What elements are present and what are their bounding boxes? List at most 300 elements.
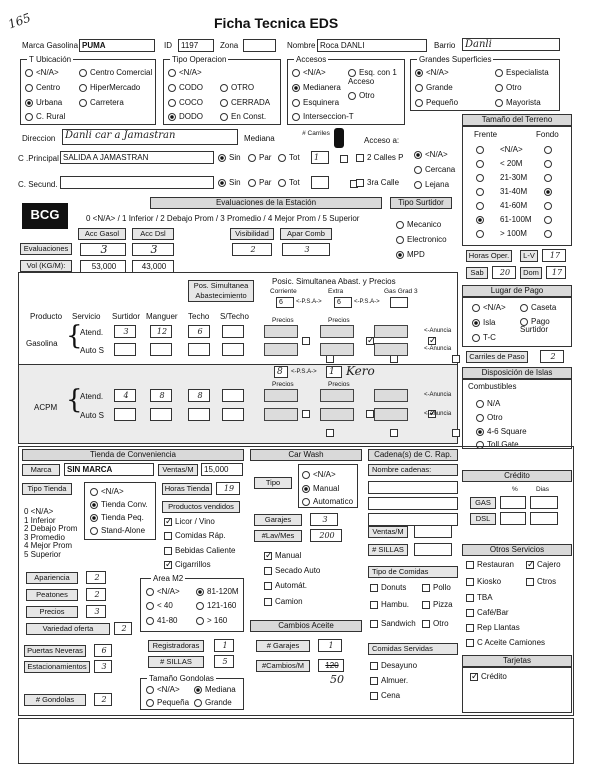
islas-option[interactable]: Toll Gate [476, 440, 519, 449]
frente-radio[interactable] [476, 188, 484, 196]
price-field[interactable] [264, 325, 298, 338]
price-field[interactable] [320, 389, 354, 402]
servicio-option[interactable]: ✓ Cajero [526, 560, 561, 569]
price-field[interactable] [320, 408, 354, 421]
gondolas-title: Tamaño Gondolas [149, 674, 214, 683]
ubicacion-option[interactable]: Centro [25, 83, 60, 92]
eval-gasol-field[interactable]: 3 [80, 243, 126, 256]
radio-icon [220, 99, 228, 107]
secund-tot[interactable]: Tot [278, 178, 300, 187]
tienda-sillas-label: # SILLAS [148, 656, 204, 668]
radio-icon [472, 334, 480, 342]
tienda-marca-label: Marca [22, 464, 60, 476]
kero-note: Kero [346, 364, 375, 378]
credito-dias-label: Dias [536, 486, 550, 493]
variedad-field[interactable]: 2 [114, 622, 132, 635]
acc-dsl-button[interactable]: Acc Dsl [132, 228, 174, 240]
radio-icon [168, 69, 176, 77]
checkbox[interactable] [326, 429, 334, 437]
horas-tienda-field[interactable]: 19 [216, 482, 240, 495]
price-field[interactable] [264, 389, 298, 402]
radio-icon [79, 84, 87, 92]
surtidor-field[interactable]: 3 [114, 325, 136, 338]
ubicacion-option[interactable]: Centro Comercial [79, 68, 152, 77]
radio-icon [414, 181, 422, 189]
frente-radio[interactable] [476, 160, 484, 168]
checkbox-icon [526, 578, 534, 586]
direccion-label: Direccion [22, 134, 56, 143]
fondo-radio[interactable] [544, 216, 552, 224]
fondo-radio[interactable] [544, 188, 552, 196]
cambios-old-field[interactable]: 120 [318, 659, 344, 672]
tienda-scale: 0 <N/A> 1 Inferior 2 Debajo Prom 3 Promedio 4 Mejor Prom 5 Superior [24, 507, 78, 559]
cambios-label: #Cambios/M [256, 660, 310, 672]
fondo-label: Fondo [536, 130, 559, 139]
tienda-sillas-field[interactable]: 5 [214, 655, 234, 668]
accesos-option[interactable]: Interseccion-T [292, 112, 354, 121]
pago-option[interactable]: Caseta [520, 303, 556, 312]
atend-label: Atend. [80, 328, 104, 337]
nombre-field[interactable]: Roca DANLI [317, 39, 427, 52]
carwash-option[interactable]: <N/A> [302, 470, 336, 479]
credito-gas-pct[interactable] [500, 496, 526, 509]
ubicacion-option[interactable]: Carretera [79, 98, 124, 107]
ubicacion-option[interactable]: <N/A> [25, 68, 59, 77]
islas-option[interactable]: N/A [476, 399, 500, 408]
radio-icon [348, 92, 356, 100]
extra-psa-field[interactable]: 6 [334, 297, 352, 308]
aceite-garajes-field[interactable]: 1 [318, 639, 342, 652]
comida-option[interactable]: Sandwich [370, 619, 416, 628]
cadena-sillas-label: # SILLAS [368, 544, 408, 556]
accesos-option[interactable]: Medianera [292, 83, 341, 92]
comida-option[interactable]: Hambu. [370, 600, 409, 609]
vol-gasol-field[interactable]: 53,000 [80, 260, 126, 273]
evaluaciones-scale: 0 <N/A> / 1 Inferior / 2 Debajo Prom / 3 Promedio / 4 Mejor Prom / 5 Superior [86, 214, 360, 223]
marca-label: Marca Gasolina [22, 41, 79, 50]
cambios-value: 50 [330, 673, 344, 686]
price-field[interactable] [374, 389, 408, 402]
variedad-label: Variedad oferta [26, 623, 110, 635]
checkbox[interactable] [390, 355, 398, 363]
radio-icon [90, 527, 98, 535]
ubicacion-option[interactable]: Urbana [25, 98, 62, 107]
credito-title: Crédito [462, 470, 572, 482]
barrio-field[interactable]: Danli [462, 38, 560, 51]
price-field[interactable] [374, 325, 408, 338]
comida-option[interactable]: Pollo [422, 583, 451, 592]
accesos-option[interactable]: Esq. con 1 Acceso [348, 68, 397, 86]
price-field[interactable] [374, 408, 408, 421]
stecho-field[interactable] [222, 408, 244, 421]
surtidor-option[interactable]: MPD [396, 250, 425, 259]
secund-carriles[interactable] [311, 176, 329, 189]
frente-radio[interactable] [476, 202, 484, 210]
frente-radio[interactable] [476, 174, 484, 182]
eval-dsl-field[interactable]: 3 [132, 243, 174, 256]
producto-option[interactable]: Bebidas Caliente [164, 546, 235, 555]
terreno-row-label: 21-30M [500, 173, 528, 182]
credito-gas-dias[interactable] [530, 496, 558, 509]
dom-field[interactable]: 17 [546, 266, 566, 279]
gas-grad3-label: Gas Grad 3 [384, 288, 418, 295]
operacion-option[interactable]: CERRADA [220, 98, 270, 107]
credito-dsl-label: DSL [470, 513, 496, 525]
vol-dsl-field[interactable]: 43,000 [132, 260, 174, 273]
secund-par[interactable]: Par [248, 178, 271, 187]
lv-field[interactable]: 17 [542, 249, 566, 262]
checkbox[interactable] [340, 155, 348, 163]
sab-field[interactable]: 20 [492, 266, 516, 279]
operacion-option[interactable]: COCO [168, 98, 203, 107]
accesos-group [287, 55, 405, 125]
checkbox-checked-icon [526, 561, 534, 569]
techo-field[interactable] [188, 343, 210, 356]
visibilidad-button[interactable]: Visibilidad [230, 228, 274, 240]
checkbox-icon [466, 639, 474, 647]
precios-field[interactable]: 3 [86, 605, 106, 618]
direccion-field[interactable]: Danli car a Jamastran [62, 129, 238, 145]
apariencia-field[interactable]: 2 [86, 571, 106, 584]
carwash-check[interactable]: Camion [264, 597, 303, 606]
producto-option[interactable]: Comidas Ráp. [164, 531, 226, 540]
pos-simultanea-button[interactable]: Pos. Simultanea Abastecimiento [188, 280, 254, 302]
sab-label: Sab [466, 267, 488, 279]
producto-option[interactable]: ✓Licor / Vino [164, 517, 215, 526]
surtidor-option[interactable]: Mecanico [396, 220, 441, 229]
checkbox-icon [422, 584, 430, 592]
price-field[interactable] [320, 325, 354, 338]
area-option[interactable]: <N/A> [146, 587, 180, 596]
radio-icon [90, 488, 98, 496]
radio-icon [476, 414, 484, 422]
col-surtidor: Surtidor [112, 312, 141, 321]
tarjetas-title: Tarjetas [462, 655, 572, 667]
servida-option[interactable]: Almuer. [370, 676, 408, 685]
radio-icon [220, 113, 228, 121]
gas3-psa-field[interactable] [390, 297, 408, 308]
checkbox[interactable] [366, 337, 374, 345]
secund-sin[interactable]: Sin [218, 178, 241, 187]
operacion-option[interactable]: CODO [168, 83, 203, 92]
acpm-psa-field[interactable]: 8 [274, 366, 288, 378]
servida-option[interactable]: Cena [370, 691, 400, 700]
tarjeta-option[interactable]: ✓Crédito [470, 672, 507, 681]
radio-icon [495, 84, 503, 92]
accesos-option[interactable]: Esquinera [292, 98, 339, 107]
producto-option[interactable]: ✓Cigarrillos [164, 560, 211, 569]
superficies-option[interactable]: Grande [415, 83, 453, 92]
checkbox-icon [264, 582, 272, 590]
precios-label: Precios [328, 317, 350, 324]
servicio-option[interactable]: TBA [466, 593, 493, 602]
tipo-tienda-option[interactable]: Tienda Conv. [90, 500, 148, 509]
comments-box[interactable] [18, 718, 574, 764]
anuncia-label: <-Anuncia [424, 328, 452, 334]
carwash-check[interactable]: Automát. [264, 581, 307, 590]
vol-label: Vol (KG/M): [20, 260, 72, 272]
surtidor-title: Tipo Surtidor [390, 197, 452, 209]
acpm-label: ACPM [34, 403, 58, 412]
operacion-option[interactable]: OTRO [220, 83, 254, 92]
lavmes-field[interactable]: 200 [310, 529, 342, 542]
radio-icon [495, 69, 503, 77]
acceso-cercana[interactable]: Cercana [414, 165, 455, 174]
superficies-option[interactable]: Otro [495, 83, 522, 92]
servicio-option[interactable]: Rep Llantas [466, 623, 520, 632]
techo-field[interactable]: 6 [188, 325, 210, 338]
checkbox[interactable] [390, 429, 398, 437]
servicio-option[interactable]: Restauran [466, 560, 514, 569]
tipo-tienda-option[interactable]: Stand-Alone [90, 526, 145, 535]
horas-label: Horas Oper. [466, 250, 512, 262]
tienda-ventas-field[interactable]: 15,000 [201, 463, 243, 476]
visibilidad-field[interactable]: 2 [232, 243, 272, 256]
estac-label: Estacionamientos [24, 661, 90, 673]
neveras-field[interactable]: 6 [94, 644, 112, 657]
fondo-radio[interactable] [544, 202, 552, 210]
radio-icon [25, 113, 33, 121]
fondo-radio[interactable] [544, 160, 552, 168]
superficies-option[interactable]: <N/A> [415, 68, 449, 77]
credito-gas-label: GAS [470, 497, 496, 509]
area-option[interactable]: < 40 [146, 601, 173, 610]
accesos-option[interactable]: <N/A> [292, 68, 326, 77]
gondolas-count-field[interactable]: 2 [94, 693, 112, 706]
carwash-title: Car Wash [250, 449, 362, 461]
zona-field[interactable] [243, 39, 276, 52]
radio-checked-icon [196, 588, 204, 596]
superficies-option[interactable]: Mayorista [495, 98, 541, 107]
checkbox-icon [370, 692, 378, 700]
carwash-option[interactable]: Automatico [302, 497, 353, 506]
calle3-option[interactable]: 3ra Calle [356, 178, 399, 187]
radio-icon [476, 400, 484, 408]
col-techo: Techo [188, 312, 210, 321]
estac-field[interactable]: 3 [94, 660, 112, 673]
precios-label: Precios [328, 381, 350, 388]
barrio-label: Barrio [434, 41, 456, 50]
gondola-option[interactable]: Pequeña [146, 698, 189, 707]
islas-option[interactable]: 4-6 Square [476, 427, 527, 436]
area-option[interactable]: 81-120M [196, 587, 239, 596]
checkbox[interactable] [302, 410, 310, 418]
id-field[interactable]: 1197 [178, 39, 214, 52]
comida-option[interactable]: Donuts [370, 583, 406, 592]
tipo-tienda-label: Tipo Tienda [22, 483, 72, 495]
radio-icon [415, 99, 423, 107]
anuncia-label: <-Anuncia [424, 392, 452, 398]
radio-icon [25, 84, 33, 92]
checkbox-icon [164, 532, 172, 540]
radio-icon [414, 166, 422, 174]
terreno-title: Tamaño del Terreno [462, 114, 572, 126]
area-option[interactable]: 121-160 [196, 601, 236, 610]
principal-sin[interactable]: Sin [218, 153, 241, 162]
checkbox[interactable] [452, 429, 460, 437]
frente-radio[interactable] [476, 230, 484, 238]
credito-dsl-pct[interactable] [500, 512, 526, 525]
carwash-garajes-field[interactable]: 3 [310, 513, 338, 526]
accesos-option[interactable]: Otro [348, 91, 375, 100]
gondola-option[interactable]: <N/A> [146, 685, 180, 694]
servicio-option[interactable]: C Aceite Camiones [466, 638, 545, 647]
acc-gasol-button[interactable]: Acc Gasol [78, 228, 126, 240]
servicio-option[interactable]: Kiosko [466, 577, 501, 586]
credito-pct-label: % [512, 486, 518, 493]
superficies-option[interactable]: Pequeño [415, 98, 458, 107]
gondola-option[interactable]: Grande [194, 698, 232, 707]
secund-field[interactable] [60, 176, 214, 189]
gondolas-count-label: # Gondolas [24, 694, 86, 706]
checkbox-checked-icon [264, 552, 272, 560]
price-field[interactable] [264, 343, 298, 356]
principal-field[interactable]: SALIDA A JAMASTRAN [60, 151, 214, 164]
principal-tot[interactable]: Tot [278, 153, 300, 162]
pago-option[interactable]: Pago Surtidor [520, 317, 550, 335]
radio-checked-icon [218, 154, 226, 162]
acceso-lejana[interactable]: Lejana [414, 180, 449, 189]
ubicacion-option[interactable]: HiperMercado [79, 83, 140, 92]
checkbox-icon [356, 179, 364, 187]
superficies-option[interactable]: Especialista [495, 68, 549, 77]
servicio-option[interactable]: Café/Bar [466, 608, 509, 617]
pago-option[interactable]: Isla [472, 318, 495, 327]
price-field[interactable] [320, 343, 354, 356]
tienda-marca-field[interactable]: SIN MARCA [64, 463, 154, 476]
checkbox-checked-icon [164, 561, 172, 569]
radio-icon [146, 602, 154, 610]
marca-field[interactable]: PUMA [79, 39, 155, 52]
gondola-option[interactable]: Mediana [194, 685, 236, 694]
radio-icon [292, 113, 300, 121]
surtidor-field[interactable] [114, 408, 136, 421]
techo-field[interactable] [188, 408, 210, 421]
cadena-field[interactable] [368, 481, 458, 494]
checkbox[interactable] [326, 355, 334, 363]
radio-checked-icon [414, 151, 422, 159]
servicio-option[interactable]: Ctros [526, 577, 556, 586]
aceite-garajes-label: # Garajes [256, 640, 310, 652]
frente-radio[interactable] [476, 146, 484, 154]
acceso-na[interactable]: <N/A> [414, 150, 448, 159]
page-number: 165 [6, 10, 33, 32]
stecho-field[interactable] [222, 343, 244, 356]
ubicacion-option[interactable]: C. Rural [25, 112, 65, 121]
checkbox-icon [466, 609, 474, 617]
carwash-check[interactable]: ✓Manual [264, 551, 301, 560]
principal-par[interactable]: Par [248, 153, 271, 162]
carwash-option[interactable]: Manual [302, 484, 339, 493]
manguer-field[interactable] [150, 408, 172, 421]
surtidor-field[interactable] [114, 343, 136, 356]
price-field[interactable] [374, 343, 408, 356]
radio-checked-icon [90, 501, 98, 509]
pago-option[interactable]: <N/A> [472, 303, 506, 312]
radio-icon [25, 69, 33, 77]
tipo-tienda-option[interactable]: <N/A> [90, 487, 124, 496]
manguer-field[interactable]: 8 [150, 389, 172, 402]
carriles-paso-label: Carriles de Paso [466, 351, 528, 363]
stecho-field[interactable] [222, 389, 244, 402]
apar-comb-button[interactable]: Apar Comb [280, 228, 332, 240]
area-option[interactable]: 41-80 [146, 616, 177, 625]
islas-option[interactable]: Otro [476, 413, 503, 422]
operacion-option[interactable]: <N/A> [168, 68, 202, 77]
comida-option[interactable]: Pizza [422, 600, 453, 609]
registradoras-field[interactable]: 1 [214, 639, 234, 652]
surtidor-option[interactable]: Electronico [396, 235, 447, 244]
frente-radio[interactable] [476, 216, 484, 224]
radio-icon [248, 179, 256, 187]
carriles-paso-field[interactable]: 2 [540, 350, 564, 363]
cadena-field[interactable] [368, 497, 458, 510]
mediana-label: Mediana [244, 134, 275, 143]
surtidor-field[interactable]: 4 [114, 389, 136, 402]
gasolina-label: Gasolina [26, 339, 58, 348]
checkbox[interactable] [452, 355, 460, 363]
checkbox[interactable] [366, 410, 374, 418]
principal-carriles[interactable]: 1 [311, 151, 329, 164]
superficies-title: Grandes Superficies [419, 55, 492, 64]
comida-option[interactable]: Otro [422, 619, 449, 628]
cadena-ventas-label: Ventas/M [368, 526, 408, 538]
terreno-row-label: < 20M [500, 159, 523, 168]
terreno-row-label: 61-100M [500, 215, 532, 224]
secund-label: C. Secund. [18, 180, 58, 189]
corriente-psa-field[interactable]: 6 [276, 297, 294, 308]
radio-icon [194, 699, 202, 707]
servida-option[interactable]: Desayuno [370, 661, 417, 670]
carwash-check[interactable]: Secado Auto [264, 566, 320, 575]
cadena-ventas-field[interactable] [414, 525, 452, 538]
brace-icon: { [66, 385, 83, 415]
fondo-radio[interactable] [544, 230, 552, 238]
acpm-psa-value[interactable]: 1 [326, 366, 342, 378]
stecho-field[interactable] [222, 325, 244, 338]
radio-checked-icon [25, 99, 33, 107]
peatones-field[interactable]: 2 [86, 588, 106, 601]
checkbox-checked-icon [164, 518, 172, 526]
pago-option[interactable]: T-C [472, 333, 496, 342]
evaluaciones-label: Evaluaciones [20, 243, 72, 255]
area-option[interactable]: > 160 [196, 616, 227, 625]
operacion-option[interactable]: En Const. [220, 112, 266, 121]
calles2-option[interactable]: 2 Calles P [356, 153, 403, 162]
radio-icon [196, 602, 204, 610]
precios-label: Precios [272, 381, 294, 388]
manguer-field[interactable] [150, 343, 172, 356]
price-field[interactable] [264, 408, 298, 421]
tipo-tienda-option[interactable]: Tienda Peq. [90, 513, 144, 522]
checkbox[interactable] [428, 337, 436, 345]
horas-tienda-label: Horas Tienda [162, 483, 212, 495]
precios-label: Precios [272, 317, 294, 324]
col-stecho: S/Techo [220, 312, 249, 321]
fondo-radio[interactable] [544, 146, 552, 154]
apar-comb-field[interactable]: 3 [282, 243, 330, 256]
evaluaciones-title: Evaluaciones de la Estación [150, 197, 382, 209]
manguer-field[interactable]: 12 [150, 325, 172, 338]
techo-field[interactable]: 8 [188, 389, 210, 402]
radio-icon [79, 69, 87, 77]
cadena-sillas-field[interactable] [414, 543, 452, 556]
fondo-radio[interactable] [544, 174, 552, 182]
credito-dsl-dias[interactable] [530, 512, 558, 525]
operacion-option[interactable]: DODO [168, 112, 203, 121]
checkbox[interactable] [302, 337, 310, 345]
radio-icon [196, 617, 204, 625]
